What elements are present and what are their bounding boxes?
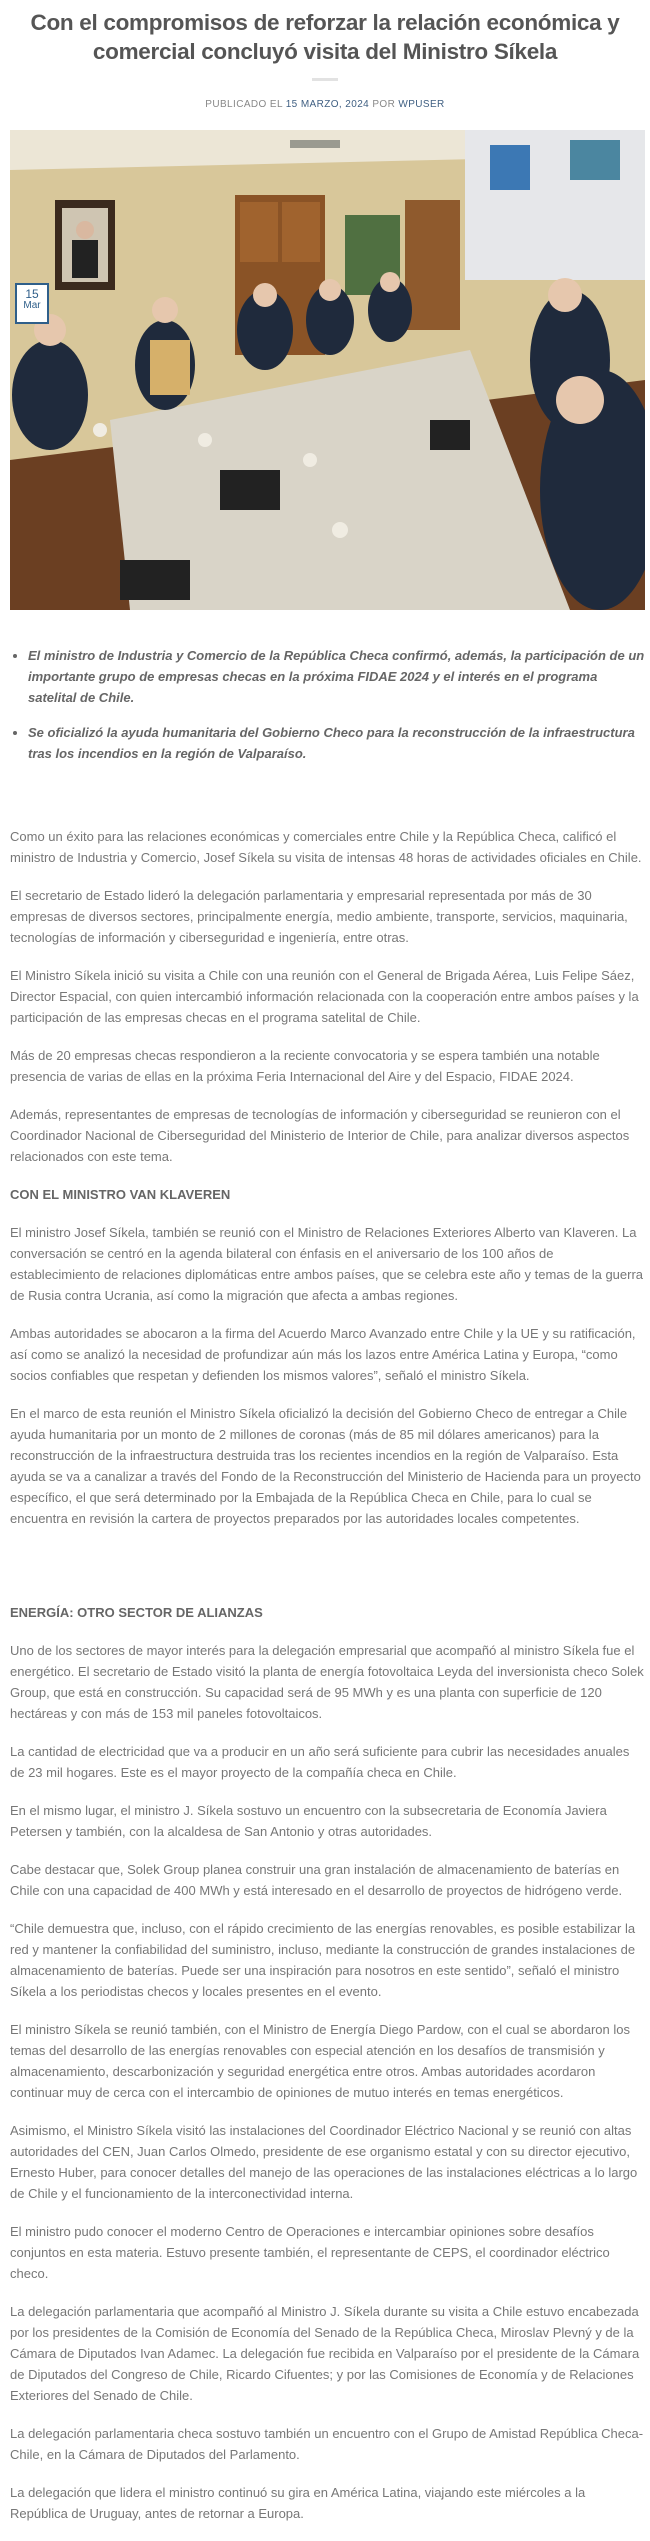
paragraph: El ministro Josef Síkela, también se reunió con el Ministro de Relaciones Exteriores Alberto van Klaveren. La conversación se centró en la agenda bilateral con énfasis en el aniversario de los 100 años de establecimiento de relaciones diplomáticas entre ambos países, que se celebra este año y temas de la guerra de Rusia contra Ucrania, así como la migración que afecta a ambas regiones. — [10, 1225, 644, 1303]
paragraph: Más de 20 empresas checas respondieron a la reciente convocatoria y se espera también una notable presencia de varias de ellas en la próxima Feria Internacional del Aire y del Espacio, FIDAE 2024. — [10, 1048, 600, 1084]
featured-image — [10, 130, 645, 610]
section-heading: ENERGÍA: OTRO SECTOR DE ALIANZAS — [10, 1605, 263, 1620]
paragraph: En el marco de esta reunión el Ministro Síkela oficializó la decisión del Gobierno Checo de entregar a Chile ayuda humanitaria por un monto de 2 millones de coronas (más de 85 mil dólares americanos) para la reconstrucción de la infraestructura destruida tras los recientes incendios en la región de Valparaíso. Esta ayuda se va a canalizar a través del Fondo de la Reconstrucción del Ministerio de Hacienda para un proyecto específico, el que será determinado por la Embajada de la República Checa en Chile, para lo cual se encuentra en revisión la cartera de proyectos preparados por las autoridades locales competentes. — [10, 1406, 641, 1526]
page-title: Con el compromisos de reforzar la relación económica y comercial concluyó visita del Ministro Síkela — [30, 10, 620, 64]
paragraph: Ambas autoridades se abocaron a la firma del Acuerdo Marco Avanzado entre Chile y la UE y su ratificación, así como se analizó la necesidad de profundizar aún más los lazos entre América Latina y Europa, “como socios confiables que respetan y defienden los mismos valores”, señaló el ministro Síkela. — [10, 1326, 636, 1383]
article-body — [0, 645, 650, 2524]
paragraph: Además, representantes de empresas de tecnologías de información y ciberseguridad se reunieron con el Coordinador Nacional de Ciberseguridad del Ministerio de Interior de Chile, para analizar diversos aspectos relacionados con este tema. — [10, 1107, 630, 1164]
article-header — [0, 0, 650, 110]
highlights-list — [10, 645, 645, 764]
meeting-room-photo — [10, 130, 645, 610]
paragraph: El ministro pudo conocer el moderno Centro de Operaciones e intercambiar opiniones sobre desafíos conjuntos en esta materia. Estuvo presente también, el representante de CEPS, el coordinador eléctrico checo. — [10, 2224, 610, 2281]
paragraph: El Ministro Síkela inició su visita a Chile con una reunión con el General de Brigada Aérea, Luis Felipe Sáez, Director Espacial, con quien intercambió información relacionada con la cooperación entre ambos países y la participación de las empresas checas en el programa satelital de Chile. — [10, 968, 639, 1025]
date-badge — [15, 283, 49, 324]
post-meta — [0, 99, 650, 110]
badge-day: 15 — [25, 287, 39, 301]
meta-prefix: PUBLICADO EL — [205, 99, 283, 110]
paragraph: Cabe destacar que, Solek Group planea construir una gran instalación de almacenamiento de baterías en Chile con una capacidad de 400 MWh y está interesado en el desarrollo de proyectos de hidrógeno verde. — [10, 1862, 623, 1898]
paragraph: La delegación que lidera el ministro continuó su gira en América Latina, viajando este miércoles a la República de Uruguay, antes de retornar a Europa. — [10, 2485, 586, 2521]
section-heading: CON EL MINISTRO VAN KLAVEREN — [10, 1187, 231, 1202]
paragraph: El ministro Síkela se reunió también, con el Ministro de Energía Diego Pardow, con el cual se abordaron los temas del desarrollo de las energías renovables con especial atención en los desafíos de transmisión y almacenamiento, descarbonización y seguridad energética entre otros. Ambas autoridades acordaron continuar muy de cerca con el intercambio de opiniones de mutuo interés en temas energéticos. — [10, 2022, 630, 2100]
paragraph: En el mismo lugar, el ministro J. Síkela sostuvo un encuentro con la subsecretaria de Economía Javiera Petersen y también, con la alcaldesa de San Antonio y otras autoridades. — [10, 1803, 607, 1839]
paragraph: La cantidad de electricidad que va a producir en un año será suficiente para cubrir las necesidades anuales de 23 mil hogares. Este es el mayor proyecto de la compañía checa en Chile. — [10, 1744, 630, 1780]
post-date-link[interactable]: 15 MARZO, 2024 — [285, 99, 370, 110]
badge-month: Mar — [23, 300, 41, 311]
paragraph: “Chile demuestra que, incluso, con el rápido crecimiento de las energías renovables, es posible estabilizar la red y mantener la confiabilidad del suministro, incluso, mediante la construcción de grandes instalaciones de almacenamiento de baterías. Puede ser una inspiración para nosotros en este sentido”, señaló el ministro Síkela a los periodistas checos y locales presentes en el evento. — [10, 1921, 636, 1999]
highlight-item: • El ministro de Industria y Comercio de la República Checa confirmó, además, la participación de un importante grupo de empresas checas en la próxima FIDAE 2024 y el interés en el programa satelital de Chile. — [28, 645, 645, 708]
paragraph: El secretario de Estado lideró la delegación parlamentaria y empresarial representada por más de 30 empresas de diversos sectores, principalmente energía, medio ambiente, transporte, servicios, maquinaria, tecnologías de información y ciberseguridad e ingeniería, entre otras. — [10, 888, 628, 945]
highlight-item: • Se oficializó la ayuda humanitaria del Gobierno Checo para la reconstrucción de la infraestructura tras los incendios en la región de Valparaíso. — [28, 722, 645, 764]
paragraph: Como un éxito para las relaciones económicas y comerciales entre Chile y la República Checa, calificó el ministro de Industria y Comercio, Josef Síkela su visita de intensas 48 horas de actividades oficiales en Chile. — [10, 829, 642, 865]
paragraph: La delegación parlamentaria que acompañó al Ministro J. Síkela durante su visita a Chile estuvo encabezada por los presidentes de la Comisión de Economía del Senado de la República Checa, Miroslav Plevný y de la Cámara de Diputados Ivan Adamec. La delegación fue recibida en Valparaíso por el presidente de la Cámara de Diputados del Congreso de Chile, Ricardo Cifuentes; y por las Comisiones de Economía y de Relaciones Exteriores del Senado de Chile. — [10, 2304, 640, 2403]
author-link[interactable]: WPUSER — [398, 99, 445, 110]
title-divider — [312, 78, 338, 81]
paragraph: La delegación parlamentaria checa sostuvo también un encuentro con el Grupo de Amistad República Checa-Chile, en la Cámara de Diputados del Parlamento. — [10, 2426, 644, 2462]
paragraph: Asimismo, el Ministro Síkela visitó las instalaciones del Coordinador Eléctrico Nacional y se reunió con altas autoridades del CEN, Juan Carlos Olmedo, presidente de ese organismo estatal y con su director ejecutivo, Ernesto Huber, para conocer detalles del manejo de las operaciones de las instalaciones eléctricas a lo largo de Chile y el funcionamiento de la interconectividad interna. — [10, 2123, 638, 2201]
paragraph: Uno de los sectores de mayor interés para la delegación empresarial que acompañó al ministro Síkela fue el energético. El secretario de Estado visitó la planta de energía fotovoltaica Leyda del inversionista checo Solek Group, que está en construcción. Su capacidad será de 95 MWh y es una planta con superficie de 120 hectáreas y con más de 153 mil paneles fotovoltaicos. — [10, 1643, 644, 1721]
meta-by: POR — [372, 99, 396, 110]
spacer — [10, 1546, 645, 1602]
